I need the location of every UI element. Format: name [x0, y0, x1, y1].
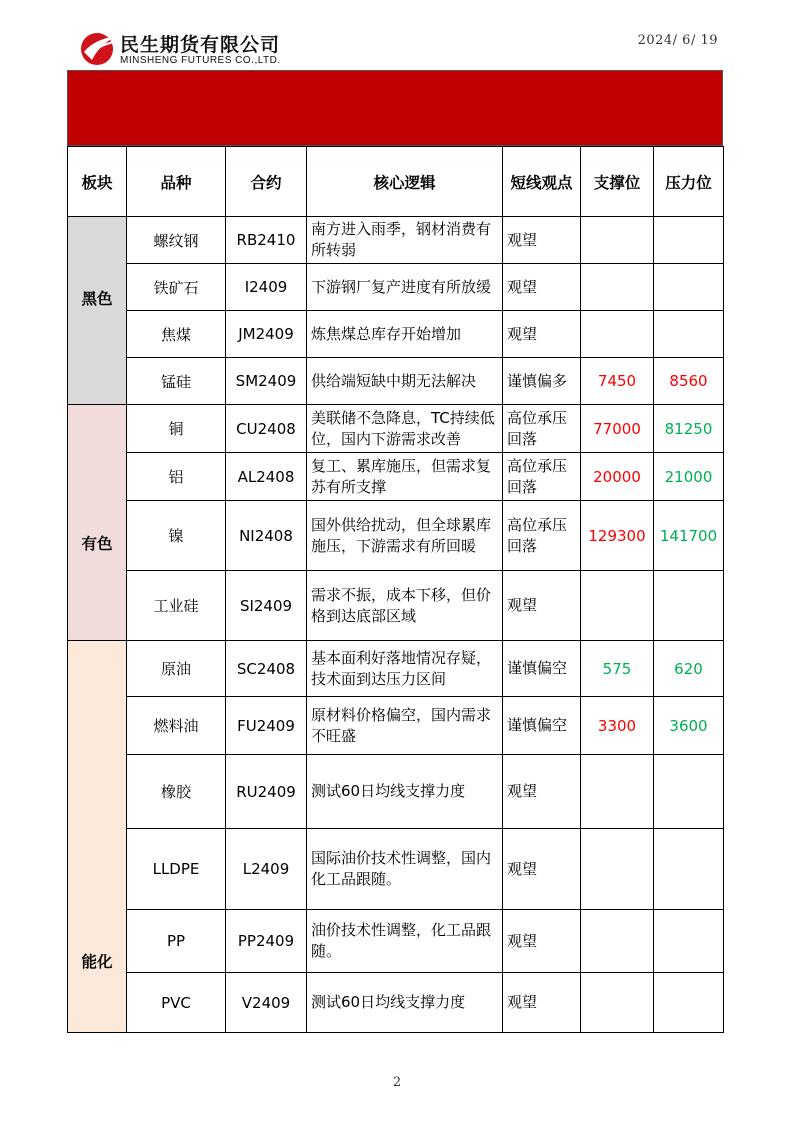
header-logic: 核心逻辑: [307, 147, 503, 217]
product-name: 镍: [127, 501, 226, 571]
short-term-view: 观望: [503, 571, 581, 641]
core-logic: 下游钢厂复产进度有所放缓: [307, 264, 503, 311]
contract-code: PP2409: [226, 910, 307, 973]
short-term-view: 观望: [503, 311, 581, 358]
product-name: 工业硅: [127, 571, 226, 641]
support-level: [581, 910, 654, 973]
support-level: [581, 264, 654, 311]
company-name-cn: 民生期货有限公司: [120, 34, 281, 56]
product-name: 焦煤: [127, 311, 226, 358]
table-row: [68, 405, 724, 453]
product-name: 燃料油: [127, 697, 226, 755]
resistance-level: [654, 910, 724, 973]
contract-code: JM2409: [226, 311, 307, 358]
sector-cell: [68, 405, 127, 641]
sector-label: 有色: [81, 535, 113, 553]
table-row: [68, 501, 724, 571]
core-logic: 基本面利好落地情况存疑，技术面到达压力区间: [307, 641, 503, 697]
product-name: LLDPE: [127, 829, 226, 910]
resistance-level: [654, 217, 724, 264]
core-logic: 油价技术性调整，化工品跟随。: [307, 910, 503, 973]
short-term-view: 高位承压回落: [503, 405, 581, 453]
contract-code: NI2408: [226, 501, 307, 571]
product-name: 铁矿石: [127, 264, 226, 311]
contract-code: RU2409: [226, 755, 307, 829]
table-row: [68, 358, 724, 405]
product-name: PVC: [127, 973, 226, 1033]
support-level: [581, 217, 654, 264]
support-level: [581, 311, 654, 358]
support-level: 20000: [581, 453, 654, 501]
core-logic: 美联储不急降息，TC持续低位，国内下游需求改善: [307, 405, 503, 453]
resistance-level: 81250: [654, 405, 724, 453]
table-row: [68, 453, 724, 501]
resistance-level: [654, 755, 724, 829]
core-logic: 炼焦煤总库存开始增加: [307, 311, 503, 358]
short-term-view: 谨慎偏空: [503, 697, 581, 755]
table-row: [68, 641, 724, 697]
short-term-view: 谨慎偏空: [503, 641, 581, 697]
header-view: 短线观点: [503, 147, 581, 217]
core-logic: 供给端短缺中期无法解决: [307, 358, 503, 405]
product-name: 铝: [127, 453, 226, 501]
short-term-view: 观望: [503, 755, 581, 829]
header-resist: 压力位: [654, 147, 724, 217]
resistance-level: [654, 571, 724, 641]
contract-code: V2409: [226, 973, 307, 1033]
resistance-level: [654, 264, 724, 311]
table-row: [68, 697, 724, 755]
table-row: [68, 311, 724, 358]
resistance-level: 3600: [654, 697, 724, 755]
short-term-view: 高位承压回落: [503, 501, 581, 571]
support-level: 3300: [581, 697, 654, 755]
resistance-level: [654, 311, 724, 358]
core-logic: 国外供给扰动，但全球累库施压，下游需求有所回暖: [307, 501, 503, 571]
sector-cell: [68, 641, 127, 1033]
company-logo: [78, 28, 318, 72]
table-row: [68, 829, 724, 910]
support-level: [581, 829, 654, 910]
contract-code: CU2408: [226, 405, 307, 453]
core-logic: 测试60日均线支撑力度: [307, 973, 503, 1033]
table-row: [68, 217, 724, 264]
short-term-view: 高位承压回落: [503, 453, 581, 501]
support-level: [581, 755, 654, 829]
table-body: [68, 217, 724, 1033]
core-logic: 复工、累库施压，但需求复苏有所支撑: [307, 453, 503, 501]
product-name: PP: [127, 910, 226, 973]
core-logic: 原材料价格偏空，国内需求不旺盛: [307, 697, 503, 755]
table-row: [68, 910, 724, 973]
product-name: 橡胶: [127, 755, 226, 829]
support-level: 129300: [581, 501, 654, 571]
sector-cell: [68, 217, 127, 405]
table-header-row: [68, 147, 724, 217]
support-level: [581, 973, 654, 1033]
title-banner: [67, 70, 723, 146]
product-name: 锰硅: [127, 358, 226, 405]
core-logic: 测试60日均线支撑力度: [307, 755, 503, 829]
header-support: 支撑位: [581, 147, 654, 217]
header-sector: 板块: [68, 147, 127, 217]
contract-code: FU2409: [226, 697, 307, 755]
short-term-view: 观望: [503, 264, 581, 311]
table-row: [68, 264, 724, 311]
support-level: 77000: [581, 405, 654, 453]
short-term-view: 谨慎偏多: [503, 358, 581, 405]
header-name: 品种: [127, 147, 226, 217]
core-logic: 南方进入雨季，钢材消费有所转弱: [307, 217, 503, 264]
report-date: 2024/ 6/ 19: [637, 33, 718, 48]
contract-code: SC2408: [226, 641, 307, 697]
minsheng-logo-icon: [78, 30, 118, 66]
short-term-view: 观望: [503, 829, 581, 910]
resistance-level: 141700: [654, 501, 724, 571]
product-name: 原油: [127, 641, 226, 697]
support-level: 575: [581, 641, 654, 697]
resistance-level: 620: [654, 641, 724, 697]
core-logic: 国际油价技术性调整，国内化工品跟随。: [307, 829, 503, 910]
resistance-level: [654, 973, 724, 1033]
header-contract: 合约: [226, 147, 307, 217]
company-name-en: MINSHENG FUTURES CO.,LTD.: [120, 55, 281, 66]
table-row: [68, 571, 724, 641]
resistance-level: [654, 829, 724, 910]
table-row: [68, 755, 724, 829]
sector-label: 能化: [81, 953, 113, 971]
product-name: 铜: [127, 405, 226, 453]
short-term-view: 观望: [503, 910, 581, 973]
sector-label: 黑色: [81, 290, 113, 308]
resistance-level: 8560: [654, 358, 724, 405]
contract-code: I2409: [226, 264, 307, 311]
contract-code: SM2409: [226, 358, 307, 405]
product-name: 螺纹钢: [127, 217, 226, 264]
resistance-level: 21000: [654, 453, 724, 501]
table-row: [68, 973, 724, 1033]
page-number: 2: [392, 1075, 402, 1090]
contract-code: RB2410: [226, 217, 307, 264]
contract-code: AL2408: [226, 453, 307, 501]
page-header: [0, 0, 794, 70]
support-level: 7450: [581, 358, 654, 405]
short-term-view: 观望: [503, 217, 581, 264]
contract-code: SI2409: [226, 571, 307, 641]
strategy-table: [67, 146, 724, 1033]
contract-code: L2409: [226, 829, 307, 910]
core-logic: 需求不振，成本下移，但价格到达底部区域: [307, 571, 503, 641]
support-level: [581, 571, 654, 641]
short-term-view: 观望: [503, 973, 581, 1033]
